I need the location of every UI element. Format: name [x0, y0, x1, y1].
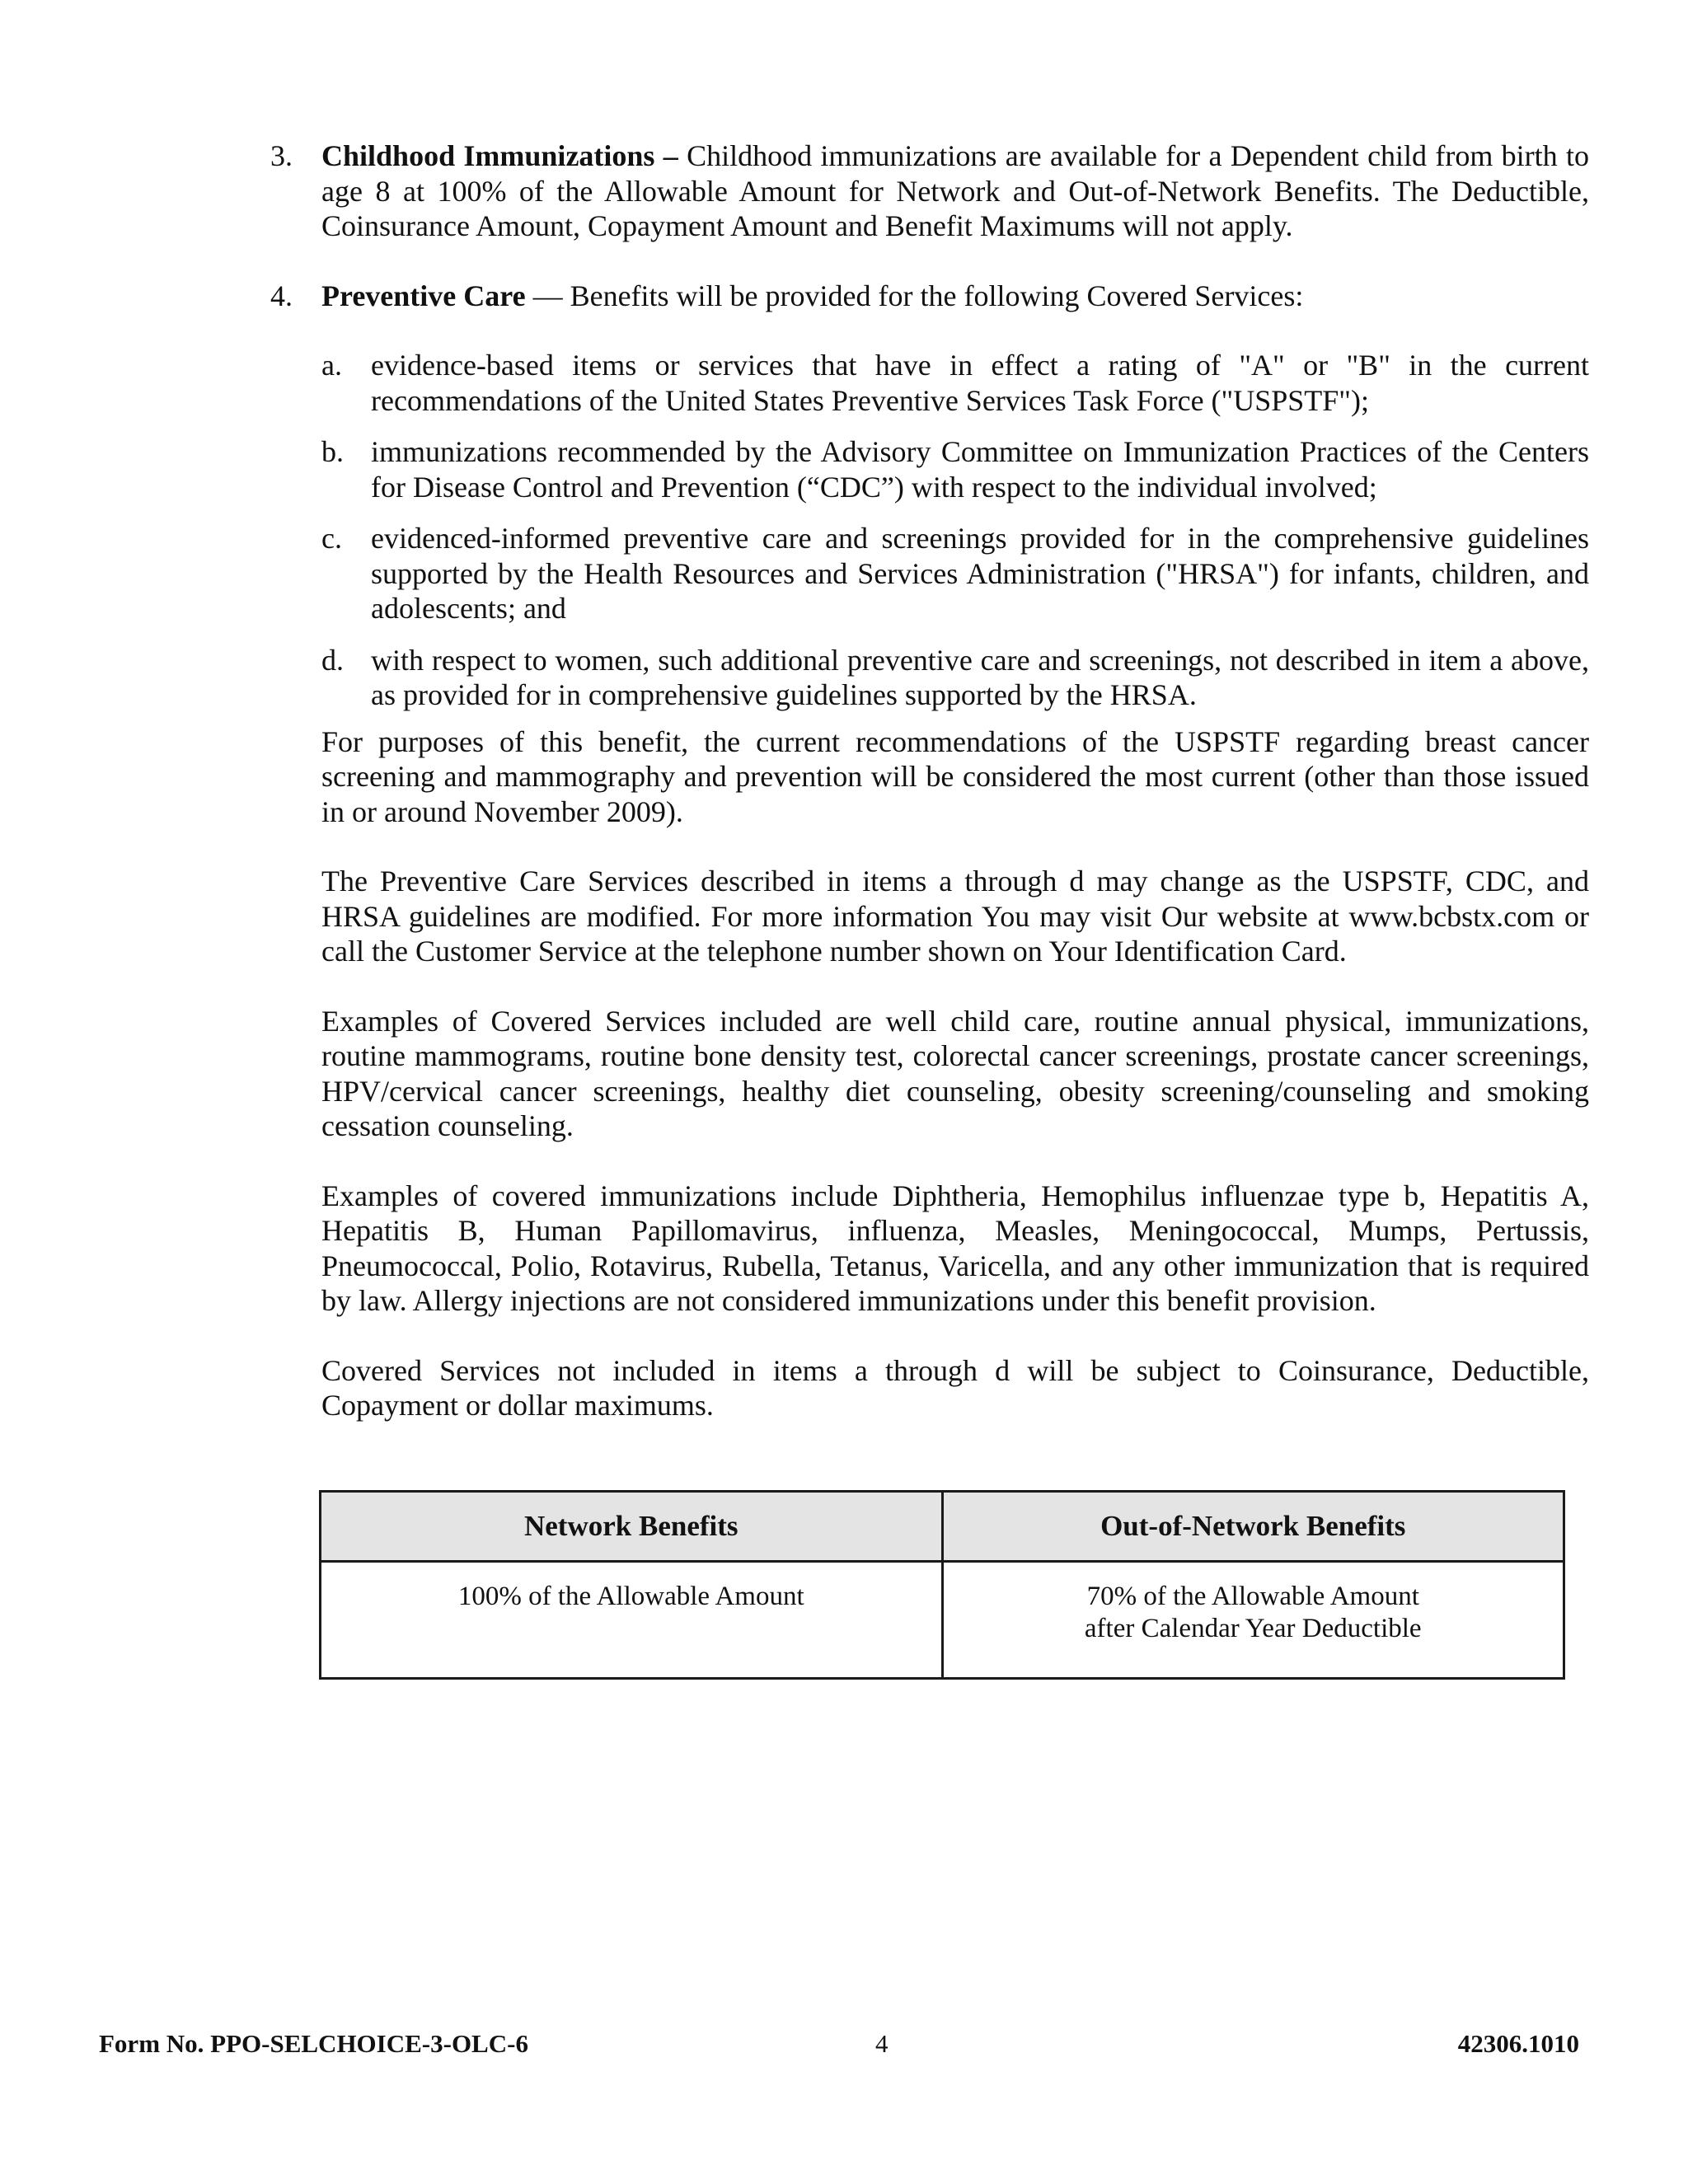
- sublist-letter: c.: [321, 522, 342, 555]
- sublist-letter: b.: [321, 435, 344, 468]
- table-row: [321, 1562, 1564, 1679]
- sublist-item: [321, 521, 1589, 626]
- paragraph: Covered Services not included in items a through d will be subject to Coinsurance, Deductible, Copayment or dollar maximums.: [321, 1353, 1589, 1422]
- sublist-letter: d.: [321, 643, 344, 677]
- paragraph: The Preventive Care Services described in items a through d may change as the USPSTF, CDC, and HRSA guidelines are modified. For more information You may visit Our website at www.bcbstx.com or call the Customer Service at the telephone number shown on Your Identification Card.: [321, 865, 1589, 968]
- item-number: 3.: [270, 139, 293, 172]
- sublist-text: with respect to women, such additional preventive care and screenings, not described in item a above, as provided for in comprehensive guidelines supported by the HRSA.: [371, 643, 1589, 711]
- sublist-text: immunizations recommended by the Advisory Committee on Immunization Practices of the Centers for Disease Control and Prevention (“CDC”) with respect to the individual involved;: [371, 435, 1589, 504]
- document-body: [270, 138, 1589, 1423]
- list-item-childhood-immunizations: [270, 138, 1589, 244]
- table-header-row: [321, 1492, 1564, 1562]
- table-header-out-of-network: Out-of-Network Benefits: [942, 1492, 1564, 1562]
- list-item-preventive-care: [270, 279, 1589, 314]
- item-text: — Benefits will be provided for the following Covered Services:: [525, 279, 1304, 312]
- item-number: 4.: [270, 279, 293, 312]
- table-cell-out-of-network: [942, 1562, 1564, 1679]
- footer-form-number: Form No. PPO-SELCHOICE-3-OLC-6: [99, 2029, 528, 2058]
- sublist-item: [321, 643, 1589, 713]
- out-of-network-value-line1: 70% of the Allowable Amount: [1086, 1582, 1419, 1611]
- item-heading: Childhood Immunizations –: [321, 139, 678, 172]
- table-cell-network: [321, 1562, 943, 1679]
- item-heading: Preventive Care: [321, 279, 526, 312]
- sublist-text: evidence-based items or services that have in effect a rating of "A" or "B" in the current recommendations of the United States Preventive Services Task Force ("USPSTF");: [371, 349, 1589, 417]
- sublist-letter: a.: [321, 349, 342, 382]
- benefits-table: [319, 1490, 1565, 1680]
- footer-page-number: 4: [875, 2029, 889, 2058]
- sublist-item: [321, 348, 1589, 418]
- table-header-network: Network Benefits: [321, 1492, 943, 1562]
- out-of-network-value-line2: after Calendar Year Deductible: [1084, 1614, 1422, 1643]
- preventive-care-sublist: [321, 348, 1589, 713]
- sublist-text: evidenced-informed preventive care and screenings provided for in the comprehensive guidelines supported by the Health Resources and Services Administration ("HRSA") for infants, children, and adolescents; and: [371, 522, 1589, 625]
- paragraph: Examples of Covered Services included are well child care, routine annual physical, immunizations, routine mammograms, routine bone density test, colorectal cancer screenings, prostate cancer screenings, HPV/cervical cancer screenings, healthy diet counseling, obesity screening/counseling and smoking cessation counseling.: [321, 1004, 1589, 1142]
- item-text: Childhood immunizations are available for a Dependent child from birth to age 8 at 100% of the Allowable Amount for Network and Out-of-Network Benefits. The Deductible, Coinsurance Amount, Copayment Amount and Benefit Maximums will not apply.: [321, 139, 1589, 242]
- footer-document-code: 42306.1010: [1457, 2029, 1579, 2058]
- paragraph: For purposes of this benefit, the current recommendations of the USPSTF regarding breast cancer screening and mammography and prevention will be considered the most current (other than those issued in or around November 2009).: [321, 724, 1589, 828]
- network-value: 100% of the Allowable Amount: [457, 1582, 804, 1611]
- paragraph: Examples of covered immunizations include Diphtheria, Hemophilus influenzae type b, Hepatitis A, Hepatitis B, Human Papillomavirus, influenza, Measles, Meningococcal, Mumps, Pertussis, Pneumococcal, Polio, Rotavirus, Rubella, Tetanus, Varicella, and any other immunization that is required by law. Allergy injections are not considered immunizations under this benefit provision.: [321, 1179, 1589, 1317]
- sublist-item: [321, 434, 1589, 504]
